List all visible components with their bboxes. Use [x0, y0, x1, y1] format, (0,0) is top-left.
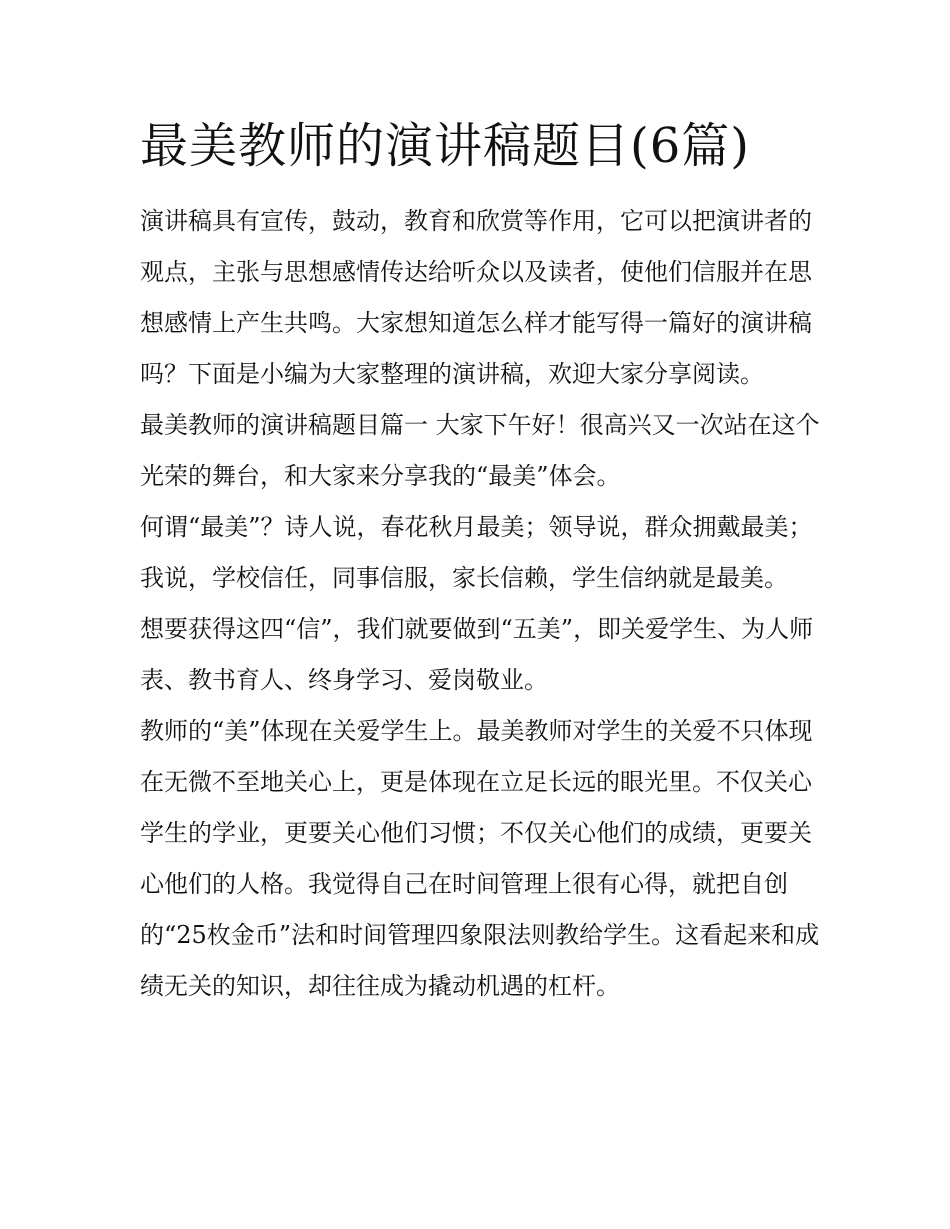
paragraph-caring-students: 教师的“美”体现在关爱学生上。最美教师对学生的关爱不只体现在无微不至地关心上，更是体现在立足长远的眼光里。不仅关心学生的学业，更要关心他们习惯；不仅关心他们的成绩，更要关心他们的人格。我觉得自己在时间管理上很有心得，就把自创的“25枚金币”法和时间管理四象限法则教给学生。这看起来和成绩无关的知识，却往往成为撬动机遇的杠杆。: [140, 717, 820, 1000]
paragraph-five-beauties: 想要获得这四“信”，我们就要做到“五美”，即关爱学生、为人师表、教书育人、终身学习、爱岗敬业。: [140, 615, 814, 694]
paragraph-what-is-beauty: 何谓“最美”？诗人说，春花秋月最美；领导说，群众拥戴最美；我说，学校信任，同事信服，家长信赖，学生信纳就是最美。: [140, 513, 813, 592]
paragraph-greeting: 最美教师的演讲稿题目篇一 大家下午好！很高兴又一次站在这个光荣的舞台，和大家来分享我的“最美”体会。: [140, 411, 820, 490]
document-title: 最美教师的演讲稿题目(6篇): [140, 118, 750, 174]
paragraph-intro: 演讲稿具有宣传，鼓动，教育和欣赏等作用，它可以把演讲者的观点，主张与思想感情传达给听众以及读者，使他们信服并在思想感情上产生共鸣。大家想知道怎么样才能写得一篇好的演讲稿吗？下面是小编为大家整理的演讲稿，欢迎大家分享阅读。: [140, 207, 812, 388]
document-page: [140, 110, 820, 1012]
